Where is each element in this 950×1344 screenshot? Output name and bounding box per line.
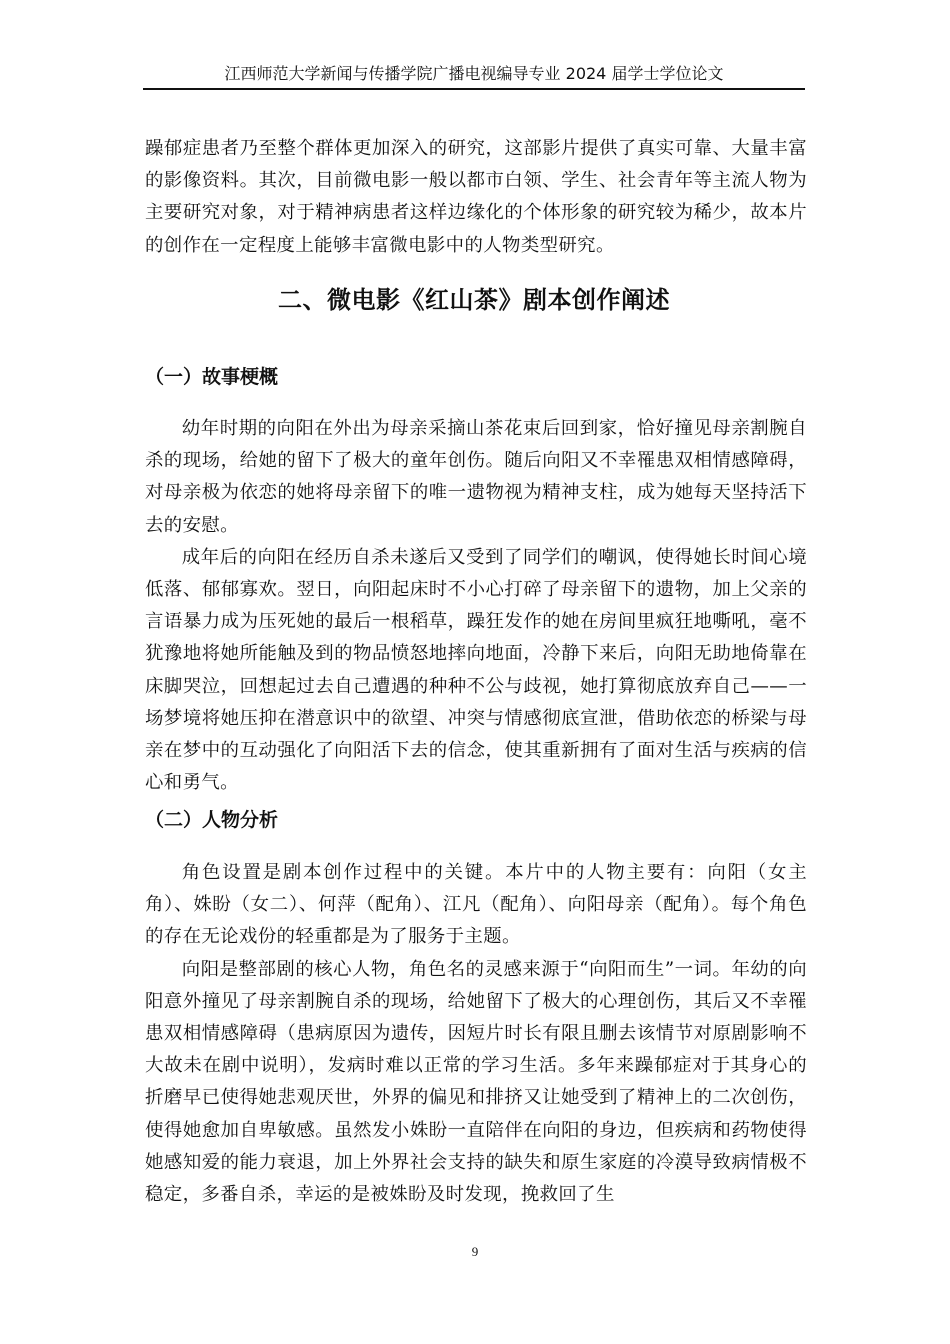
- subsection-heading-synopsis: （一）故事梗概: [145, 366, 279, 388]
- page-header: [143, 62, 805, 90]
- paragraph: 角色设置是剧本创作过程中的关键。本片中的人物主要有：向阳（女主角）、姝盼（女二）、何萍（配角）、江凡（配角）、向阳母亲（配角）。每个角色的存在无论戏份的轻重都是为了服务于主题。: [145, 862, 807, 948]
- page-number: 9: [471, 1244, 479, 1259]
- intro-block: [145, 133, 807, 262]
- characters-block: [145, 857, 807, 1211]
- header-title: 江西师范大学新闻与传播学院广播电视编导专业 2024 届学士学位论文: [224, 64, 724, 83]
- paragraph: 向阳是整部剧的核心人物，角色名的灵感来源于“向阳而生”一词。年幼的向阳意外撞见了母亲割腕自杀的现场，给她留下了极大的心理创伤，其后又不幸罹患双相情感障碍（患病原因为遗传，因短片时长有限且删去该情节对原剧影响不大故未在剧中说明），发病时难以正常的学习生活。多年来躁郁症对于其身心的折磨早已使得她悲观厌世，外界的偏见和排挤又让她受到了精神上的二次创伤，使得她愈加自卑敏感。虽然发小姝盼一直陪伴在向阳的身边，但疾病和药物使得她感知爱的能力衰退，加上外界社会支持的缺失和原生家庭的冷漠导致病情极不稳定，多番自杀，幸运的是被姝盼及时发现，挽救回了生: [145, 958, 807, 1206]
- paragraph: 幼年时期的向阳在外出为母亲采摘山茶花束后回到家，恰好撞见母亲割腕自杀的现场，给她的留下了极大的童年创伤。随后向阳又不幸罹患双相情感障碍，对母亲极为依恋的她将母亲留下的唯一遗物视为精神支柱，成为她每天坚持活下去的安慰。: [145, 418, 807, 536]
- intro-paragraph: 躁郁症患者乃至整个群体更加深入的研究，这部影片提供了真实可靠、大量丰富的影像资料。其次，目前微电影一般以都市白领、学生、社会青年等主流人物为主要研究对象，对于精神病患者这样边缘化的个体形象的研究较为稀少，故本片的创作在一定程度上能够丰富微电影中的人物类型研究。: [145, 138, 807, 256]
- synopsis-block: [145, 413, 807, 799]
- section-heading: 二、微电影《红山茶》剧本创作阐述: [278, 286, 670, 314]
- subsection-heading-characters: （二）人物分析: [145, 809, 279, 831]
- paragraph: 成年后的向阳在经历自杀未遂后又受到了同学们的嘲讽，使得她长时间心境低落、郁郁寡欢。翌日，向阳起床时不小心打碎了母亲留下的遗物，加上父亲的言语暴力成为压死她的最后一根稻草，躁狂发作的她在房间里疯狂地嘶吼，毫不犹豫地将她所能触及到的物品愤怒地摔向地面，冷静下来后，向阳无助地倚靠在床脚哭泣，回想起过去自己遭遇的种种不公与歧视，她打算彻底放弃自己——一场梦境将她压抑在潜意识中的欲望、冲突与情感彻底宣泄，借助依恋的桥梁与母亲在梦中的互动强化了向阳活下去的信念，使其重新拥有了面对生活与疾病的信心和勇气。: [145, 546, 807, 794]
